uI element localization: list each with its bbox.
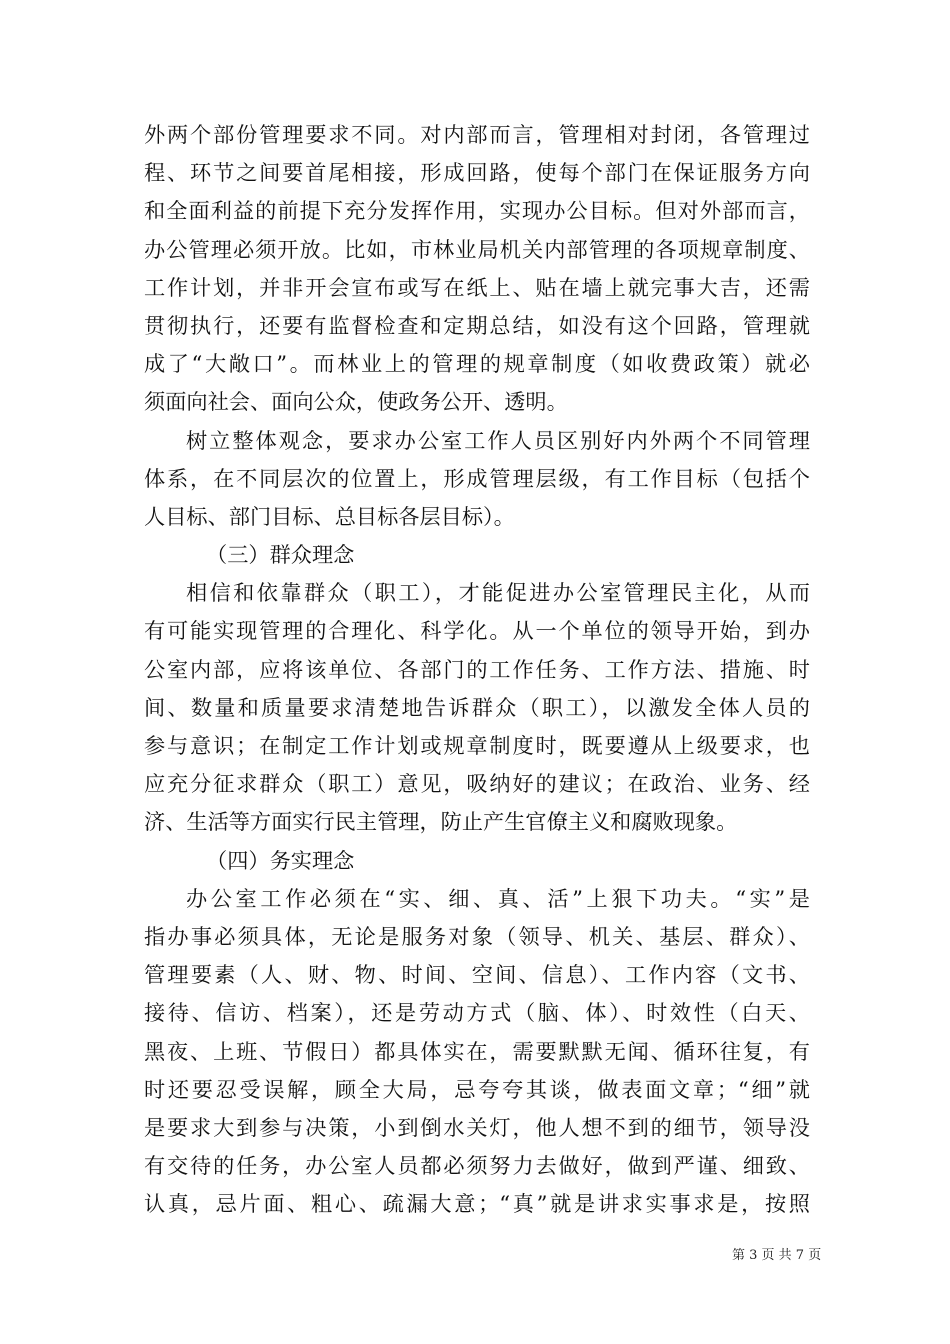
text-line: 体系，在不同层次的位置上，形成管理层级，有工作目标（包括个 [144, 465, 810, 491]
text-line: 参与意识；在制定工作计划或规章制度时，既要遵从上级要求，也 [144, 733, 810, 758]
text-line: 管理要素（人、财、物、时间、空间、信息）、工作内容（文书、 [144, 962, 810, 988]
text-line: 办公室工作必须在“实、细、真、活”上狠下功夫。“实”是 [186, 885, 810, 911]
text-line: 程、环节之间要首尾相接，形成回路，使每个部门在保证服务方向 [144, 160, 810, 186]
text-line: 和全面利益的前提下充分发挥作用，实现办公目标。但对外部而言， [144, 198, 810, 224]
text-line: 相信和依靠群众（职工），才能促进办公室管理民主化，从而 [186, 580, 810, 606]
text-line: 时还要忍受误解，顾全大局，忌夸夸其谈，做表面文章；“细”就 [144, 1076, 810, 1102]
section-heading: （四）务实理念 [206, 847, 355, 873]
text-line: 应充分征求群众（职工）意见，吸纳好的建议；在政治、业务、经 [144, 771, 810, 797]
text-line: 办公管理必须开放。比如，市林业局机关内部管理的各项规章制度、 [144, 236, 810, 262]
section-heading: （三）群众理念 [206, 542, 355, 568]
page-number-footer: 第 3 页 共 7 页 [732, 1248, 822, 1263]
text-line: 接待、信访、档案），还是劳动方式（脑、体）、时效性（白天、 [144, 1000, 810, 1026]
text-line: 须面向社会、面向公众，使政务公开、透明。 [144, 389, 568, 415]
text-line: 成了“大敞口”。而林业上的管理的规章制度（如收费政策）就必 [144, 351, 810, 377]
text-line: 间、数量和质量要求清楚地告诉群众（职工），以激发全体人员的 [144, 694, 810, 720]
text-line: 有可能实现管理的合理化、科学化。从一个单位的领导开始，到办 [144, 618, 810, 644]
text-line: 人目标、部门目标、总目标各层目标）。 [144, 503, 515, 529]
text-line: 认真，忌片面、粗心、疏漏大意；“真”就是讲求实事求是，按照 [144, 1191, 810, 1217]
text-line: 贯彻执行，还要有监督检查和定期总结，如没有这个回路，管理就 [144, 312, 810, 338]
text-line: 济、生活等方面实行民主管理，防止产生官僚主义和腐败现象。 [144, 809, 738, 835]
text-line: 黑夜、上班、节假日）都具体实在，需要默默无闻、循环往复，有 [144, 1038, 810, 1064]
text-line: 公室内部，应将该单位、各部门的工作任务、工作方法、措施、时 [144, 656, 810, 682]
text-line: 树立整体观念，要求办公室工作人员区别好内外两个不同管理 [186, 427, 810, 453]
text-line: 有交待的任务，办公室人员都必须努力去做好，做到严谨、细致、 [144, 1153, 810, 1179]
body-text [144, 116, 810, 1223]
text-line: 外两个部份管理要求不同。对内部而言，管理相对封闭，各管理过 [144, 122, 810, 147]
text-line: 工作计划，并非开会宣布或写在纸上、贴在墙上就完事大吉，还需 [144, 274, 810, 300]
text-line: 指办事必须具体，无论是服务对象（领导、机关、基层、群众）、 [144, 923, 810, 949]
text-line: 是要求大到参与决策，小到倒水关灯，他人想不到的细节，领导没 [144, 1114, 810, 1140]
